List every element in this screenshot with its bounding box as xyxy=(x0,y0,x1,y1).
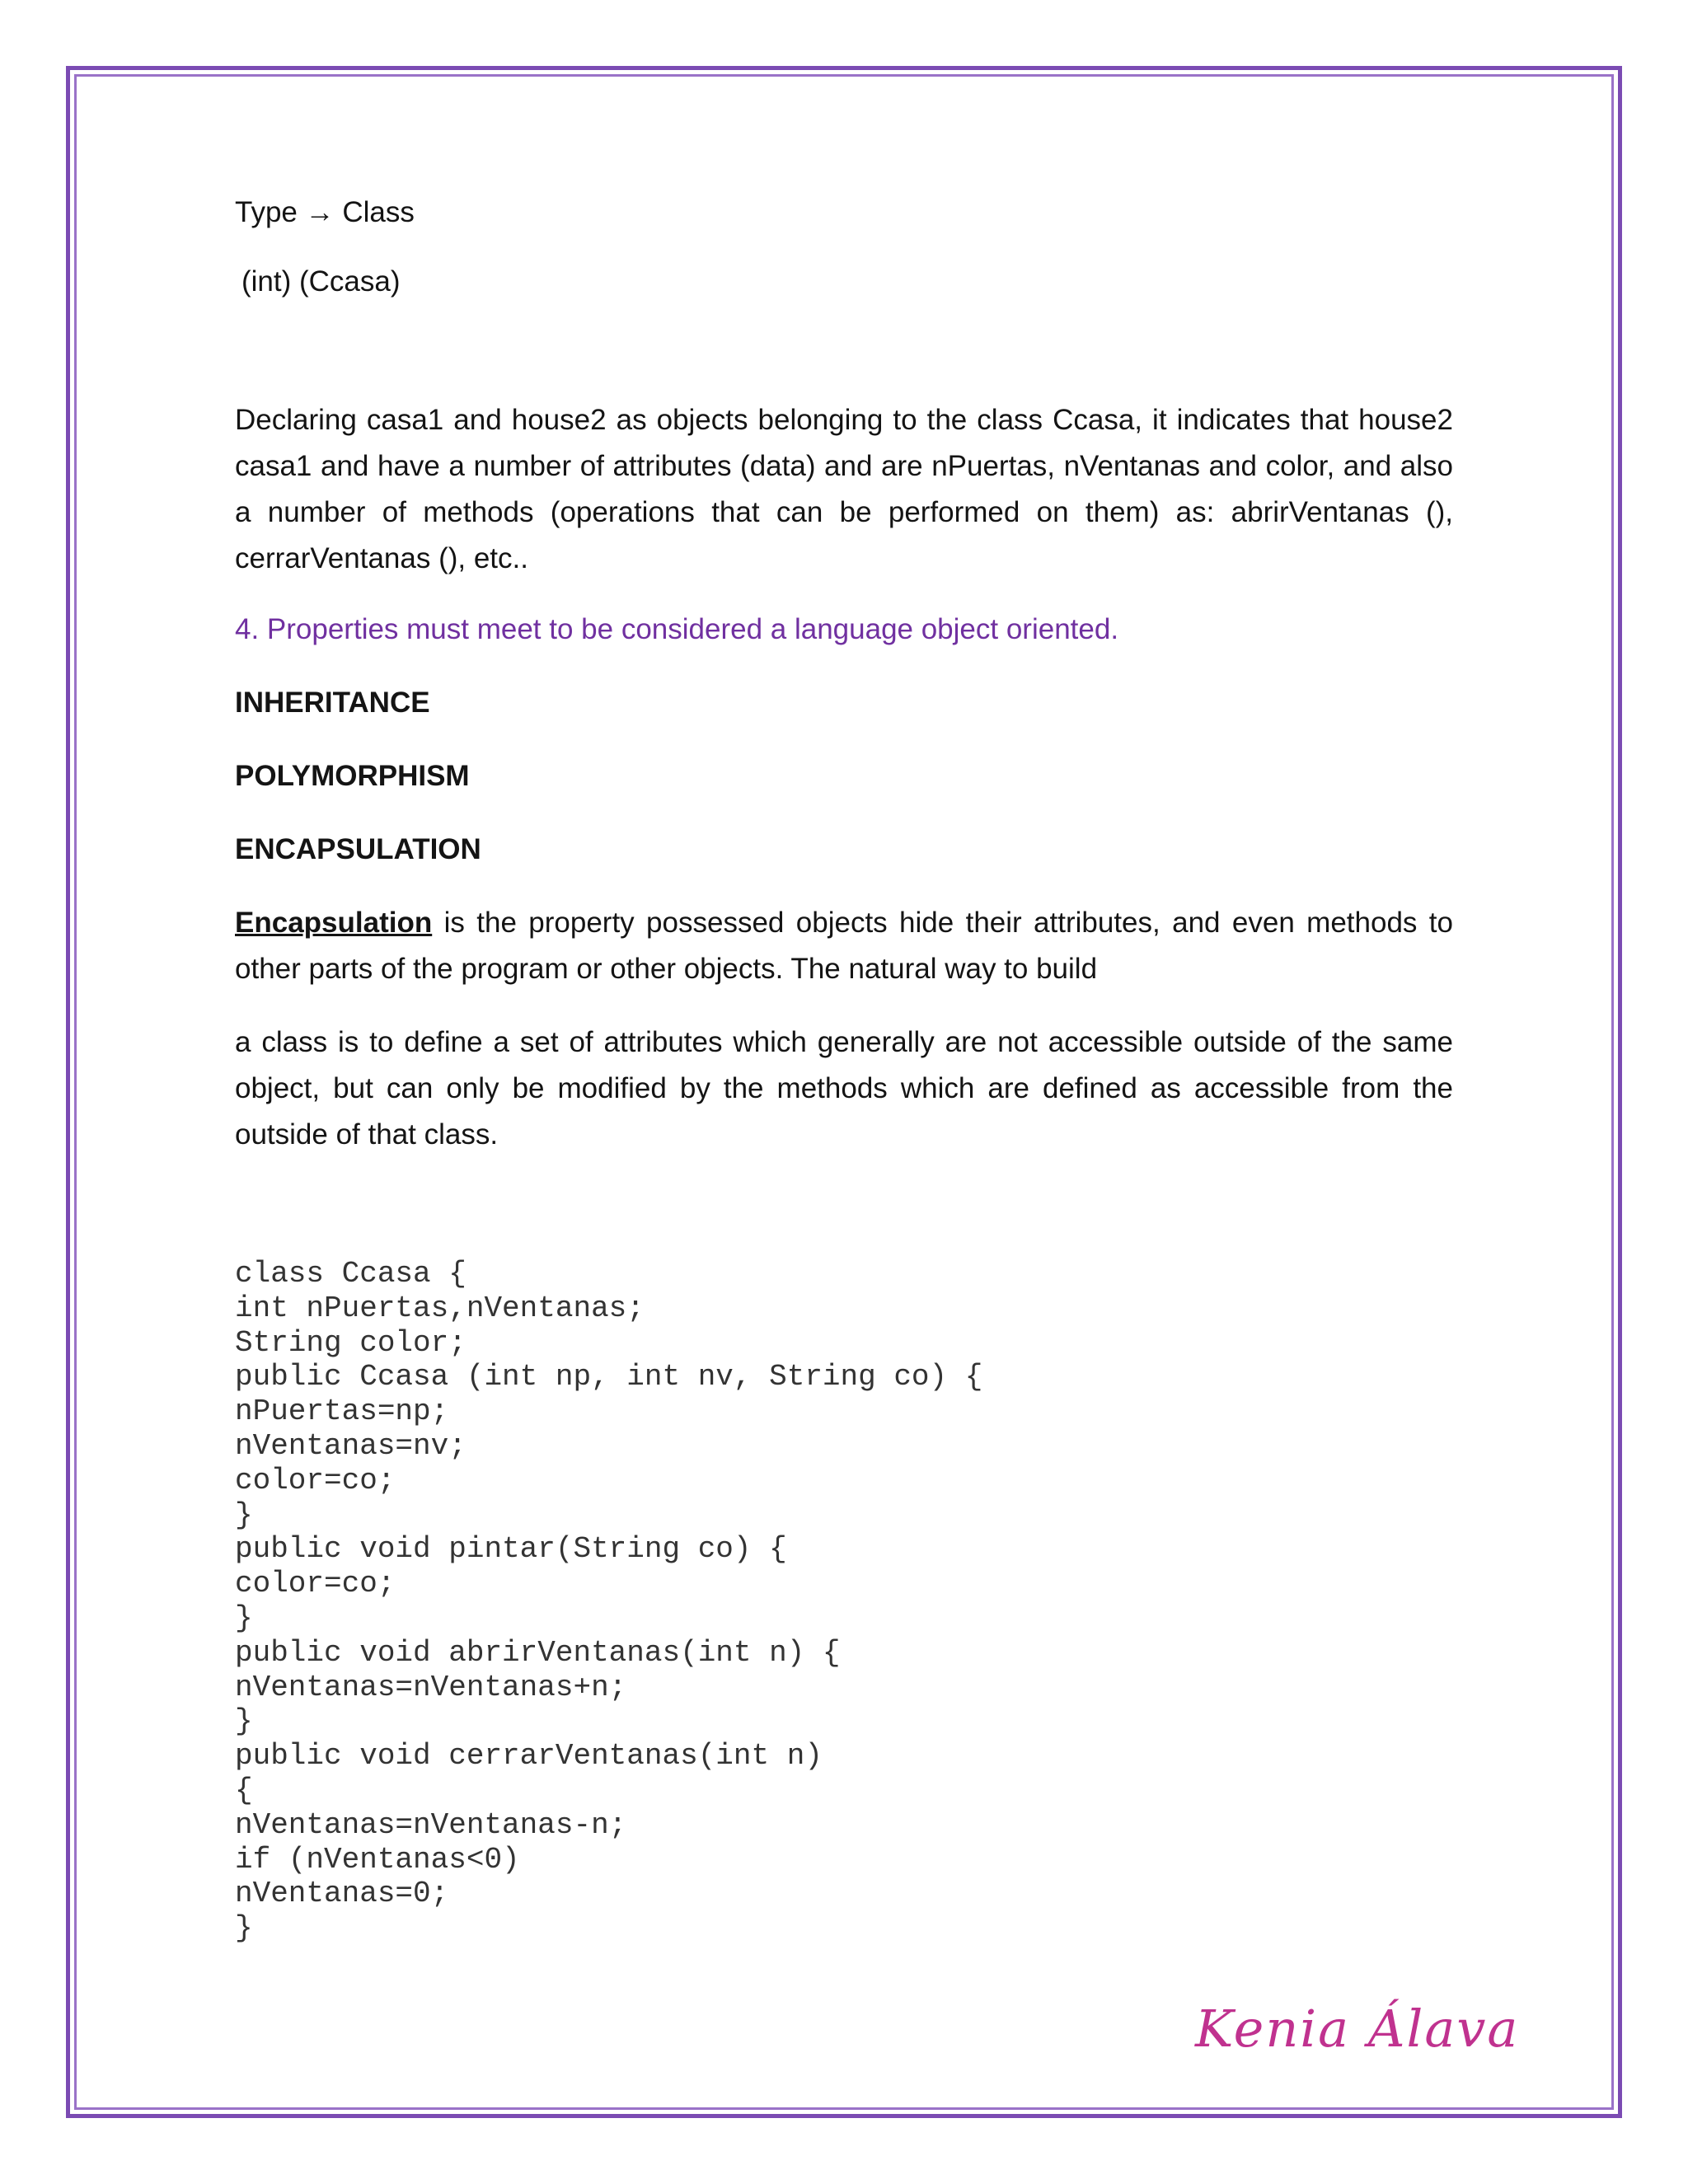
class-definition-paragraph: a class is to define a set of attributes which generally are not accessible outside of the same object, but can only be modified by the methods which are defined as accessible from the outside of that class. xyxy=(235,1026,1453,1151)
code-block xyxy=(235,1257,1453,1946)
code-line: public void cerrarVentanas(int n) xyxy=(235,1739,823,1774)
code-line: if (nVentanas<0) xyxy=(235,1842,520,1877)
code-line: nVentanas=0; xyxy=(235,1877,449,1911)
encapsulation-definition: is the property possessed objects hide their attributes, and even methods to other parts of the program or other objects. The natural way to build xyxy=(235,907,1453,985)
section-heading: 4. Properties must meet to be considered a language object oriented. xyxy=(235,613,1119,645)
code-line: nPuertas=np; xyxy=(235,1394,449,1429)
code-line: color=co; xyxy=(235,1463,396,1497)
property-inheritance: INHERITANCE xyxy=(235,687,430,719)
code-line: } xyxy=(235,1704,253,1739)
code-line: nVentanas=nVentanas-n; xyxy=(235,1807,627,1842)
code-line: } xyxy=(235,1911,253,1946)
property-polymorphism: POLYMORPHISM xyxy=(235,760,470,792)
type-class-line: Type → Class xyxy=(235,196,415,228)
code-line: { xyxy=(235,1773,253,1807)
encapsulation-paragraph xyxy=(235,900,1453,992)
code-line: } xyxy=(235,1497,253,1532)
code-line: public Ccasa (int np, int nv, String co) { xyxy=(235,1360,983,1394)
code-line: } xyxy=(235,1601,253,1635)
code-line: public void abrirVentanas(int n) { xyxy=(235,1635,841,1670)
code-line: nVentanas=nVentanas+n; xyxy=(235,1670,627,1704)
document-content xyxy=(235,190,1453,1946)
property-encapsulation: ENCAPSULATION xyxy=(235,833,481,865)
code-line: color=co; xyxy=(235,1567,396,1601)
int-ccasa-line: (int) (Ccasa) xyxy=(241,265,401,298)
signature: Kenia Álava xyxy=(1195,1999,1520,2059)
code-line: public void pintar(String co) { xyxy=(235,1532,787,1567)
encapsulation-term: Encapsulation xyxy=(235,907,433,939)
declaring-paragraph: Declaring casa1 and house2 as objects belonging to the class Ccasa, it indicates that house2 casa1 and have a number of attributes (data) and are nPuertas, nVentanas and color, and also a number of methods (operations that can be performed on them) as: abrirVentanas (), cerrarVentanas (), etc.. xyxy=(235,404,1453,574)
code-line: String color; xyxy=(235,1325,467,1360)
code-line: nVentanas=nv; xyxy=(235,1428,467,1463)
code-line: class Ccasa { xyxy=(235,1257,467,1291)
code-line: int nPuertas,nVentanas; xyxy=(235,1291,645,1325)
